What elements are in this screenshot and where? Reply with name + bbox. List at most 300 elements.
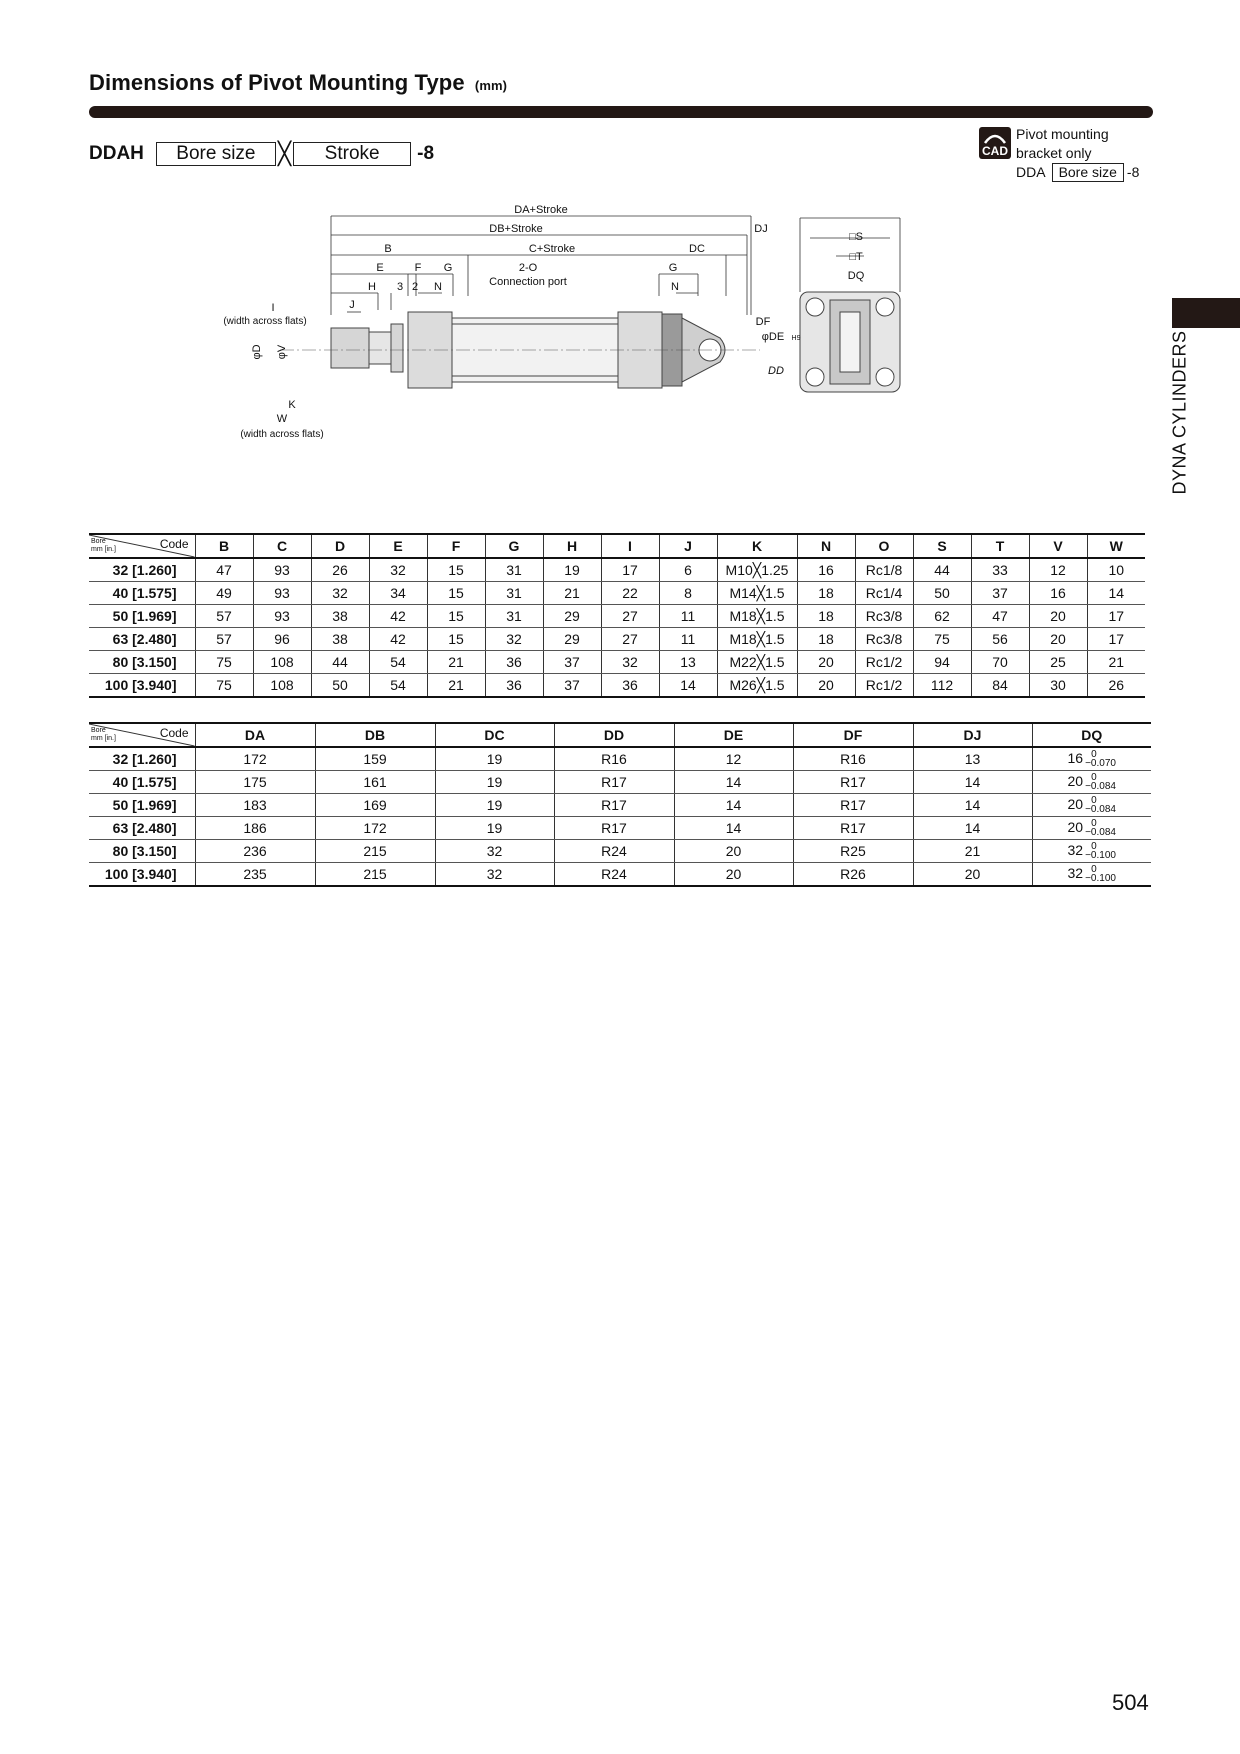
cell-value: 93 <box>274 562 290 578</box>
cell-i <box>601 651 659 674</box>
column-header-s: S <box>913 534 971 558</box>
cell-db <box>315 840 435 863</box>
cell-value: 44 <box>934 562 950 578</box>
column-header-df: DF <box>793 723 913 747</box>
cell-value: 169 <box>363 797 387 813</box>
cell-c <box>253 674 311 698</box>
cell-v <box>1029 558 1087 582</box>
column-header-da: DA <box>195 723 315 747</box>
column-header-w: W <box>1087 534 1145 558</box>
cell-dc <box>435 771 554 794</box>
cell-v <box>1029 651 1087 674</box>
label-i: I <box>271 302 275 314</box>
corner-header <box>89 534 195 558</box>
label-de: φDE <box>761 331 785 343</box>
cad-line-1: Pivot mounting <box>1016 126 1109 142</box>
cell-dq <box>1032 817 1151 840</box>
cell-value: 93 <box>274 585 290 601</box>
label-b: B <box>384 243 392 255</box>
bore-size-cell: 80 [3.150] <box>89 651 195 674</box>
label-3: 3 <box>396 281 404 293</box>
cell-value: R17 <box>601 797 627 813</box>
cell-c <box>253 628 311 651</box>
cell-value: 32 <box>1067 841 1084 858</box>
cell-value: 18 <box>818 631 834 647</box>
cell-value: 15 <box>448 585 464 601</box>
tolerance <box>1085 819 1116 837</box>
cell-b <box>195 558 253 582</box>
column-header-de: DE <box>674 723 793 747</box>
cell-value: 183 <box>243 797 267 813</box>
label-w-note: (width across flats) <box>240 429 324 440</box>
bore-size-cell: 63 [2.480] <box>89 628 195 651</box>
column-header-f: F <box>427 534 485 558</box>
cell-value: 26 <box>332 562 348 578</box>
cell-f <box>427 674 485 698</box>
title-text: Dimensions of Pivot Mounting Type <box>89 70 465 95</box>
label-da: DA+Stroke <box>514 204 568 216</box>
dimensions-table-1 <box>89 533 1145 698</box>
cell-e <box>369 651 427 674</box>
cell-dq <box>1032 771 1151 794</box>
cell-value: R26 <box>840 866 866 882</box>
bore-size-cell: 63 [2.480] <box>89 817 195 840</box>
cell-e <box>369 674 427 698</box>
label-phi-v: φV <box>276 344 288 360</box>
cell-value: 16 <box>818 562 834 578</box>
label-de-tol: H9 <box>791 335 801 342</box>
side-tab-label <box>1168 330 1192 496</box>
cell-b <box>195 651 253 674</box>
bore-size-box: Bore size <box>156 142 276 166</box>
cell-dj <box>913 747 1032 771</box>
model-prefix: DDAH <box>89 143 144 164</box>
cell-g <box>485 605 543 628</box>
label-g2: G <box>668 262 678 274</box>
label-dd: DD <box>768 365 784 377</box>
cell-dq <box>1032 863 1151 887</box>
cell-value: 15 <box>448 562 464 578</box>
column-header-dq: DQ <box>1032 723 1151 747</box>
cell-value: R16 <box>601 751 627 767</box>
cell-dd <box>554 747 674 771</box>
cell-value: 14 <box>725 820 742 836</box>
cell-dc <box>435 794 554 817</box>
cell-value: R17 <box>840 820 866 836</box>
cell-df <box>793 747 913 771</box>
cell-t <box>971 651 1029 674</box>
cad-dda: DDA <box>1016 164 1046 180</box>
cell-j <box>659 605 717 628</box>
tolerance <box>1085 796 1116 814</box>
cad-description <box>1016 125 1166 163</box>
side-tab-marker <box>1172 298 1240 328</box>
cell-df <box>793 863 913 887</box>
column-header-dd: DD <box>554 723 674 747</box>
cell-de <box>674 817 793 840</box>
cell-value: 6 <box>684 562 692 578</box>
cell-t <box>971 674 1029 698</box>
cell-value: 11 <box>680 608 696 624</box>
cell-value: 17 <box>1108 608 1125 624</box>
cell-d <box>311 628 369 651</box>
cell-value: 22 <box>622 585 638 601</box>
cell-value: 29 <box>564 631 580 647</box>
cell-value: 54 <box>390 654 406 670</box>
label-g1: G <box>443 262 453 274</box>
cell-d <box>311 558 369 582</box>
table-row <box>89 747 1151 771</box>
cell-value: 26 <box>1108 677 1125 693</box>
cell-value: 42 <box>390 608 406 624</box>
cell-value: 57 <box>216 631 232 647</box>
label-phi-d: φD <box>251 344 263 360</box>
cell-value: 38 <box>332 631 348 647</box>
tolerance-lower: −0.100 <box>1085 873 1116 885</box>
cell-t <box>971 558 1029 582</box>
label-n2: N <box>671 281 679 293</box>
cad-icon[interactable] <box>979 127 1011 159</box>
cell-value: 27 <box>622 608 638 624</box>
cell-n <box>797 558 855 582</box>
cell-dd <box>554 840 674 863</box>
bore-size-cell: 50 [1.969] <box>89 605 195 628</box>
cell-v <box>1029 674 1087 698</box>
cell-value: 36 <box>506 677 522 693</box>
cell-k <box>717 674 797 698</box>
label-db: DB+Stroke <box>489 223 543 235</box>
cell-value: 14 <box>725 797 742 813</box>
cell-value: R17 <box>840 774 866 790</box>
cell-dj <box>913 840 1032 863</box>
tolerance-upper: 0 <box>1091 841 1097 853</box>
header-row <box>89 534 1145 558</box>
corner-bore-unit: mm [in.] <box>91 546 116 553</box>
cell-value: 15 <box>448 631 464 647</box>
times-symbol: ╳ <box>277 141 292 166</box>
cell-value: 56 <box>992 631 1008 647</box>
cell-dj <box>913 817 1032 840</box>
cell-value: 159 <box>363 751 387 767</box>
cell-b <box>195 582 253 605</box>
cell-de <box>674 863 793 887</box>
corner-header <box>89 723 195 747</box>
tolerance <box>1085 842 1116 860</box>
cell-d <box>311 605 369 628</box>
cell-value: 8 <box>684 585 692 601</box>
label-n1: N <box>434 281 442 293</box>
cell-value: 19 <box>564 562 580 578</box>
label-c: C+Stroke <box>528 243 576 255</box>
cell-w <box>1087 605 1145 628</box>
title-unit: (mm) <box>474 78 508 93</box>
table-row <box>89 840 1151 863</box>
tolerance <box>1085 865 1116 883</box>
cell-t <box>971 605 1029 628</box>
cell-da <box>195 747 315 771</box>
cell-value: 108 <box>270 654 294 670</box>
column-header-k: K <box>717 534 797 558</box>
cell-w <box>1087 674 1145 698</box>
cell-value: R24 <box>601 866 627 882</box>
cell-v <box>1029 605 1087 628</box>
cell-value: 161 <box>363 774 387 790</box>
cell-da <box>195 863 315 887</box>
cell-value: 75 <box>934 631 950 647</box>
cell-o <box>855 674 913 698</box>
cell-value: 49 <box>216 585 232 601</box>
cell-n <box>797 605 855 628</box>
cell-df <box>793 771 913 794</box>
cell-value: 20 <box>1067 795 1084 812</box>
cell-dd <box>554 771 674 794</box>
label-i-note: (width across flats) <box>223 316 307 327</box>
cell-value: 112 <box>930 677 954 693</box>
cell-value: R24 <box>601 843 627 859</box>
cell-value: 15 <box>448 608 464 624</box>
cell-value: 32 <box>1067 864 1084 881</box>
cell-value: 17 <box>622 562 638 578</box>
corner-bore-unit: mm [in.] <box>91 735 116 742</box>
cell-value: 14 <box>680 677 696 693</box>
table-row <box>89 582 1145 605</box>
corner-bore-label <box>91 538 116 554</box>
cell-df <box>793 794 913 817</box>
cell-j <box>659 582 717 605</box>
table-row <box>89 817 1151 840</box>
cell-w <box>1087 558 1145 582</box>
cell-df <box>793 817 913 840</box>
cell-c <box>253 651 311 674</box>
tolerance-upper: 0 <box>1091 795 1097 807</box>
label-port-count: 2-O <box>518 262 538 274</box>
table-row <box>89 863 1151 887</box>
cell-value: 70 <box>992 654 1008 670</box>
cell-f <box>427 651 485 674</box>
cell-value: 236 <box>243 843 267 859</box>
column-header-d: D <box>311 534 369 558</box>
cell-g <box>485 674 543 698</box>
table-row <box>89 674 1145 698</box>
cell-value: 12 <box>1050 562 1066 578</box>
cell-h <box>543 605 601 628</box>
cell-value: 14 <box>964 797 981 813</box>
corner-bore-label <box>91 727 116 743</box>
cell-value: 11 <box>680 631 696 647</box>
cell-value: 172 <box>363 820 387 836</box>
cell-value: 10 <box>1108 562 1125 578</box>
cell-s <box>913 605 971 628</box>
cell-value: 47 <box>216 562 232 578</box>
cell-value: 108 <box>270 677 294 693</box>
cell-g <box>485 582 543 605</box>
page-number: 504 <box>1112 1690 1149 1715</box>
tolerance-lower: −0.084 <box>1085 804 1116 816</box>
cell-de <box>674 794 793 817</box>
cell-dd <box>554 863 674 887</box>
cell-value: Rc1/2 <box>865 654 903 670</box>
cad-suffix: -8 <box>1126 164 1140 180</box>
cell-j <box>659 628 717 651</box>
cell-value: 32 <box>486 866 503 882</box>
cell-value: 20 <box>725 843 742 859</box>
cell-value: 32 <box>506 631 522 647</box>
cell-dc <box>435 863 554 887</box>
column-header-dj: DJ <box>913 723 1032 747</box>
cell-k <box>717 582 797 605</box>
table-row <box>89 771 1151 794</box>
cell-f <box>427 582 485 605</box>
cad-icon-label: CAD <box>982 144 1008 158</box>
dimensions-table-2 <box>89 722 1151 887</box>
cell-value: 21 <box>564 585 580 601</box>
cell-i <box>601 558 659 582</box>
cell-k <box>717 605 797 628</box>
label-k: K <box>288 399 296 411</box>
cad-bore-box: Bore size <box>1052 163 1124 182</box>
cell-k <box>717 628 797 651</box>
cell-dd <box>554 794 674 817</box>
label-s: □S <box>849 231 863 243</box>
cell-value: Rc1/4 <box>865 585 903 601</box>
cell-s <box>913 674 971 698</box>
cell-value: 31 <box>506 585 522 601</box>
tolerance-upper: 0 <box>1091 818 1097 830</box>
cell-value: 172 <box>243 751 267 767</box>
corner-bore-text: Bore <box>91 538 106 545</box>
cell-g <box>485 651 543 674</box>
column-header-v: V <box>1029 534 1087 558</box>
cell-value: 38 <box>332 608 348 624</box>
column-header-j: J <box>659 534 717 558</box>
cell-dc <box>435 747 554 771</box>
cell-s <box>913 582 971 605</box>
dimension-drawing <box>210 200 970 470</box>
cell-value: 75 <box>216 677 232 693</box>
cell-value: 20 <box>964 866 981 882</box>
cell-dc <box>435 840 554 863</box>
cell-i <box>601 628 659 651</box>
bore-size-cell: 100 [3.940] <box>89 674 195 698</box>
cell-v <box>1029 582 1087 605</box>
cell-w <box>1087 651 1145 674</box>
cell-value: 20 <box>818 677 834 693</box>
cell-value: Rc1/2 <box>865 677 903 693</box>
cell-value: 32 <box>486 843 503 859</box>
cell-o <box>855 651 913 674</box>
cad-line-2: bracket only <box>1016 145 1092 161</box>
cell-value: 62 <box>934 608 950 624</box>
bore-size-cell: 32 [1.260] <box>89 747 195 771</box>
column-header-b: B <box>195 534 253 558</box>
cell-value: R17 <box>840 797 866 813</box>
cell-value: 215 <box>363 866 387 882</box>
cell-value: 20 <box>818 654 834 670</box>
model-code <box>89 141 434 167</box>
cell-h <box>543 651 601 674</box>
cell-value: M14╳1.5 <box>729 584 785 601</box>
cell-value: 57 <box>216 608 232 624</box>
table-row <box>89 558 1145 582</box>
column-header-db: DB <box>315 723 435 747</box>
cell-value: 50 <box>934 585 950 601</box>
tolerance-lower: −0.084 <box>1085 781 1116 793</box>
cell-n <box>797 651 855 674</box>
cell-value: 36 <box>506 654 522 670</box>
cell-da <box>195 771 315 794</box>
cell-db <box>315 747 435 771</box>
cell-w <box>1087 628 1145 651</box>
table-row <box>89 794 1151 817</box>
header-row <box>89 723 1151 747</box>
column-header-c: C <box>253 534 311 558</box>
cell-value: 75 <box>216 654 232 670</box>
cell-value: 29 <box>564 608 580 624</box>
cell-value: 32 <box>332 585 348 601</box>
cell-k <box>717 651 797 674</box>
cell-i <box>601 582 659 605</box>
cell-value: 21 <box>448 654 464 670</box>
page-title <box>89 70 507 96</box>
cell-h <box>543 558 601 582</box>
cell-value: R16 <box>840 751 866 767</box>
cell-value: 20 <box>1050 608 1066 624</box>
cell-value: R25 <box>840 843 866 859</box>
cell-dq <box>1032 840 1151 863</box>
cell-value: 19 <box>486 797 503 813</box>
cell-i <box>601 674 659 698</box>
label-j: J <box>349 299 355 311</box>
cell-b <box>195 605 253 628</box>
cell-s <box>913 628 971 651</box>
cell-value: 37 <box>564 654 580 670</box>
cell-value: 36 <box>622 677 638 693</box>
label-port-name: Connection port <box>489 276 567 288</box>
cell-value: 54 <box>390 677 406 693</box>
cell-value: 14 <box>964 774 981 790</box>
tolerance-lower: −0.084 <box>1085 827 1116 839</box>
cell-da <box>195 840 315 863</box>
cell-value: 47 <box>992 608 1008 624</box>
cell-n <box>797 582 855 605</box>
cell-value: 12 <box>725 751 742 767</box>
cell-b <box>195 628 253 651</box>
label-f: F <box>414 262 422 274</box>
label-dj: DJ <box>754 223 768 235</box>
cell-value: M10╳1.25 <box>725 561 789 578</box>
cell-value: 215 <box>363 843 387 859</box>
cell-o <box>855 605 913 628</box>
cell-df <box>793 840 913 863</box>
cell-db <box>315 863 435 887</box>
cad-model <box>1016 163 1139 182</box>
cell-value: 33 <box>992 562 1008 578</box>
cell-de <box>674 771 793 794</box>
cell-d <box>311 651 369 674</box>
cell-de <box>674 747 793 771</box>
label-2: 2 <box>411 281 419 293</box>
bore-size-cell: 32 [1.260] <box>89 558 195 582</box>
cell-dj <box>913 794 1032 817</box>
cell-n <box>797 674 855 698</box>
cell-value: 186 <box>243 820 267 836</box>
cell-db <box>315 771 435 794</box>
cell-f <box>427 628 485 651</box>
cell-dq <box>1032 747 1151 771</box>
cell-value: 34 <box>390 585 406 601</box>
label-w: W <box>276 413 288 425</box>
cell-b <box>195 674 253 698</box>
